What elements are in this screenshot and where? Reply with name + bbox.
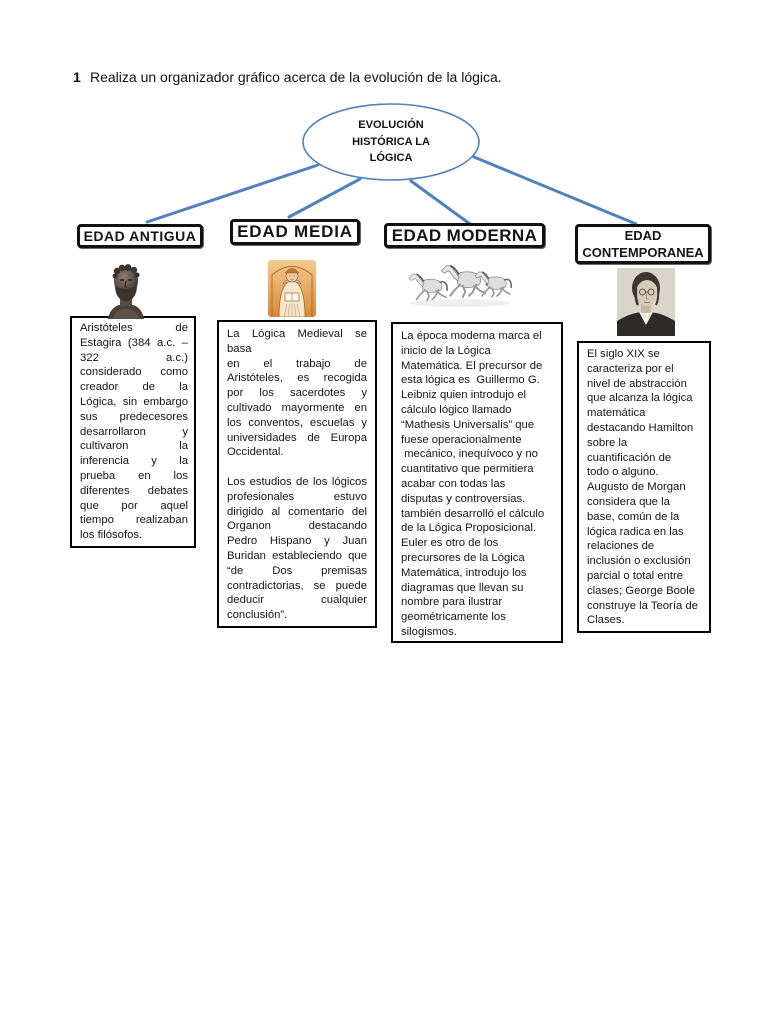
connector-line-media — [289, 179, 360, 217]
text-line: Matemática, introdujo los — [401, 566, 527, 579]
text-line: inicio de la Lógica — [401, 344, 491, 357]
paragraph — [227, 327, 367, 460]
text-line: inclusión o exclusión — [587, 555, 691, 568]
galloping-horses-image — [407, 257, 513, 308]
text-line: Los estudios de los lógicos — [227, 475, 367, 488]
paragraph — [401, 329, 553, 640]
text-line: desarrollaron y — [80, 425, 188, 438]
period-text-box-media — [217, 320, 377, 628]
text-line: tiempo realizaban — [80, 514, 188, 527]
text-line: precursores de la Lógica — [401, 551, 525, 564]
text-line: cultivaron la — [80, 440, 188, 453]
text-line: parcial o total entre — [587, 569, 684, 582]
text-line: disputas y controversias. — [401, 492, 526, 505]
text-line: que alcanza la lógica — [587, 392, 693, 405]
text-line: deducir cualquier — [227, 594, 367, 607]
text-line: La Lógica Medieval se basa — [227, 328, 367, 355]
period-header-antigua: EDAD ANTIGUA — [77, 224, 203, 248]
period-header-media: EDAD MEDIA — [230, 219, 360, 245]
text-line: esta lógica es Guillermo G. — [401, 374, 540, 387]
text-line: conclusión”. — [227, 609, 288, 622]
text-line: cultivado mayormente en — [227, 401, 367, 414]
text-line: La época moderna marca el — [401, 330, 542, 342]
text-line: Matemática. El precursor de — [401, 359, 543, 372]
text-line: sus predecesores — [80, 410, 188, 423]
text-line: Leibniz quien introdujo el — [401, 389, 526, 402]
medieval-scholar-image — [268, 260, 316, 317]
text-line: cuantificación de — [587, 451, 672, 464]
text-line: cálculo lógico llamado — [401, 403, 512, 416]
text-line: acabar con todas las — [401, 477, 506, 490]
text-line: Pedro Hispano y Juan — [227, 535, 367, 548]
connector-line-moderna — [411, 181, 470, 224]
aristotle-bust-image — [103, 262, 149, 319]
text-line: profesionales estuvo — [227, 490, 367, 503]
text-line: los conventos, escuelas y — [227, 416, 367, 429]
question-number: 1 — [73, 69, 81, 85]
text-line: construye la Teoría de — [587, 599, 698, 612]
text-line: nombre para ilustrar — [401, 596, 503, 609]
paragraph — [80, 321, 188, 543]
text-line: clases; George Boole — [587, 584, 696, 597]
text-line: Estagira (384 a.c. – — [80, 336, 188, 349]
text-line: 322 a.c.) — [80, 351, 188, 364]
connector-line-antigua — [147, 165, 318, 222]
text-line: fuese operacionalmente — [401, 433, 522, 446]
text-line: base, común de la — [587, 510, 680, 523]
text-line: El siglo XIX se — [587, 348, 660, 360]
text-line: contradictorias, se puede — [227, 579, 367, 592]
period-text-box-contemporanea — [577, 341, 711, 633]
text-line: Clases. — [587, 614, 625, 627]
text-line: relaciones de — [587, 540, 655, 553]
text-line: creador de la — [80, 381, 188, 394]
text-line: que por aquel — [80, 499, 188, 512]
text-line: Augusto de Morgan — [587, 481, 686, 494]
text-line: lógica radica en las — [587, 525, 684, 538]
portrait-image — [617, 268, 675, 336]
text-line: Aristóteles de — [80, 322, 188, 334]
text-line: destacando Hamilton — [587, 421, 694, 434]
paragraph — [587, 347, 703, 628]
period-header-moderna: EDAD MODERNA — [384, 223, 545, 248]
text-line: los filósofos. — [80, 529, 143, 542]
text-line: inferencia y la — [80, 455, 188, 468]
text-line: considera que la — [587, 495, 670, 508]
text-line: por los sacerdotes y — [227, 387, 367, 400]
text-line: sobre la — [587, 436, 628, 449]
text-line: universidades de Europa — [227, 431, 367, 444]
text-line: cuantitativo que permitiera — [401, 463, 534, 476]
center-node-label: EVOLUCIÓN HISTÓRICA LA LÓGICA — [352, 119, 430, 164]
text-line: matemática — [587, 407, 646, 420]
text-line: Buridan estableciendo que — [227, 549, 367, 562]
text-line: Organon destacando — [227, 520, 367, 533]
text-line: considerado como — [80, 366, 188, 379]
text-line: silogismos. — [401, 625, 457, 638]
text-line: Aristóteles, es recogida — [227, 372, 367, 385]
text-line: Occidental. — [227, 446, 284, 459]
text-line: en el trabajo de — [227, 357, 367, 370]
text-line: Lógica, sin embargo — [80, 395, 188, 408]
text-line: geométricamente los — [401, 611, 506, 624]
text-line: nivel de abstracción — [587, 377, 687, 390]
connector-line-contemporanea — [474, 157, 636, 224]
text-line: “de Dos premisas — [227, 564, 367, 577]
text-line: diagramas que llevan su — [401, 581, 524, 594]
period-header-contemporanea: EDAD CONTEMPORANEA — [575, 224, 711, 264]
text-line: dirigido al comentario del — [227, 505, 367, 518]
text-line: también desarrolló el cálculo — [401, 507, 545, 520]
text-line: mecánico, inequívoco y no — [401, 448, 538, 461]
period-text-box-moderna — [391, 322, 563, 643]
period-text-box-antigua — [70, 316, 196, 548]
text-line: prueba en los — [80, 469, 188, 482]
paragraph — [227, 475, 367, 623]
text-line: caracteriza por el — [587, 362, 674, 375]
text-line: “Mathesis Universalis” que — [401, 418, 535, 431]
question-text: Realiza un organizador gráfico acerca de la evolución de la lógica. — [90, 69, 502, 85]
text-line: todo o alguno. — [587, 466, 659, 479]
text-line: diferentes debates — [80, 484, 188, 497]
text-line: Euler es otro de los — [401, 537, 499, 550]
text-line: de la Lógica Proposicional. — [401, 522, 537, 535]
